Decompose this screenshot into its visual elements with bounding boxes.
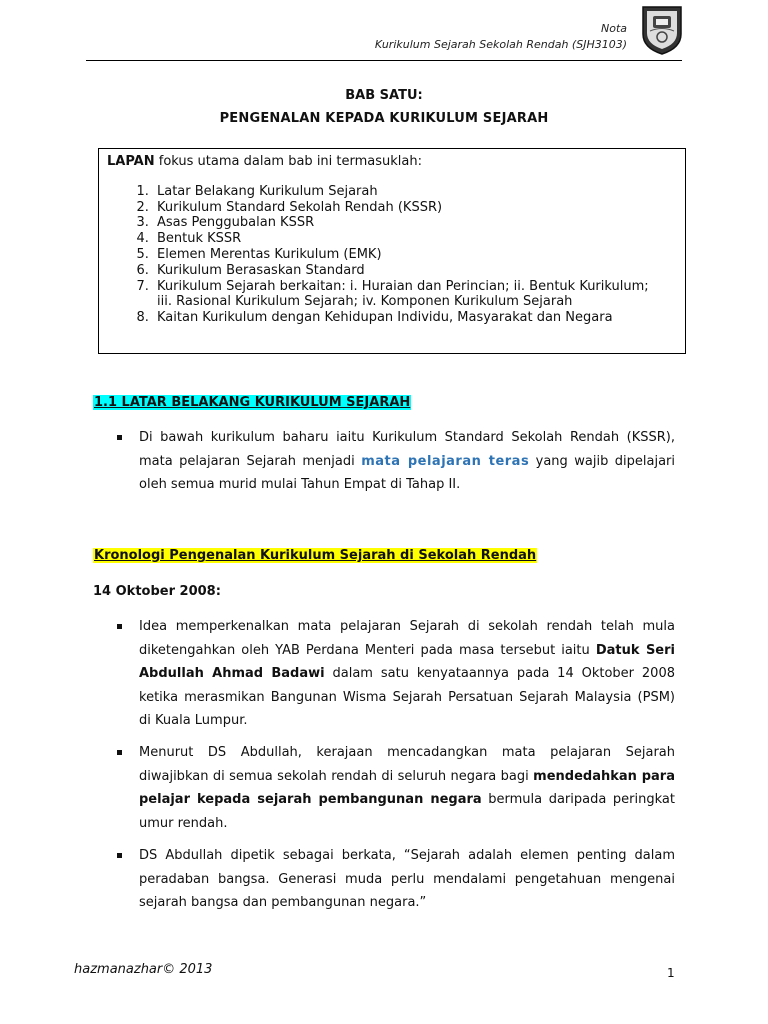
focus-box — [98, 148, 686, 354]
bullet-text: DS Abdullah dipetik sebagai berkata, “Sejarah adalah elemen penting dalam peradaban bangsa. Generasi muda perlu mendalami pengetahuan mengenai sejarah bangsa dan pembangunan negara.” — [139, 848, 675, 911]
bullet-item — [117, 426, 675, 497]
focus-list-item: 3. Asas Penggubalan KSSR — [153, 215, 677, 231]
chapter-title: PENGENALAN KEPADA KURIKULUM SEJARAH — [219, 111, 549, 126]
focus-list-item: 8. Kaitan Kurikulum dengan Kehidupan Individu, Masyarakat dan Negara — [153, 310, 677, 326]
focus-list-item-continuation: iii. Rasional Kurikulum Sejarah; iv. Komponen Kurikulum Sejarah — [157, 294, 573, 310]
bullet-text: Di bawah kurikulum baharu iaitu Kurikulum Standard Sekolah Rendah (KSSR), mata pelajaran Sejarah menjadi mata pelajaran teras yang wajib dipelajari oleh semua murid mulai Tahun Empat di Tahap II. — [139, 430, 676, 493]
header-course-title: Kurikulum Sejarah Sekolah Rendah (SJH3103) — [374, 38, 627, 51]
date-heading: 14 Oktober 2008: — [93, 584, 221, 599]
square-bullet-icon — [117, 853, 122, 858]
bullet-text: Idea memperkenalkan mata pelajaran Sejarah di sekolah rendah telah mula diketengahkan oleh YAB Perdana Menteri pada masa tersebut iaitu Datuk Seri Abdullah Ahmad Badawi dalam satu kenyataannya pada 14 Oktober 2008 ketika merasmikan Bangunan Wisma Sejarah Persatuan Sejarah Malaysia (PSM) di Kuala Lumpur. — [139, 619, 675, 729]
focus-list-item — [153, 279, 677, 311]
focus-list-item: 1. Latar Belakang Kurikulum Sejarah — [153, 184, 677, 200]
focus-list-item-text: Kurikulum Sejarah berkaitan: i. Huraian dan Perincian; ii. Bentuk Kurikulum; — [157, 278, 649, 294]
focus-box-lead — [107, 154, 677, 170]
focus-box-lead-text: fokus utama dalam bab ini termasuklah: — [154, 154, 422, 169]
bold-phrase: mendedahkan para pelajar kepada sejarah pembangunan negara — [139, 768, 675, 808]
bullet-item — [117, 741, 675, 835]
square-bullet-icon — [117, 435, 122, 440]
focus-box-lead-count: LAPAN — [107, 154, 155, 169]
bold-name: Datuk Seri Abdullah Ahmad Badawi — [139, 642, 675, 682]
square-bullet-icon — [117, 750, 122, 755]
page-number: 1 — [667, 966, 675, 980]
kronologi-heading: Kronologi Pengenalan Kurikulum Sejarah di Sekolah Rendah — [94, 548, 537, 563]
institute-crest-icon — [640, 4, 684, 56]
focus-list-item: 5. Elemen Merentas Kurikulum (EMK) — [153, 247, 677, 263]
square-bullet-icon — [117, 624, 122, 629]
focus-list-item: 6. Kurikulum Berasaskan Standard — [153, 263, 677, 279]
header-note: Nota — [600, 22, 627, 35]
highlight-term: mata pelajaran teras — [361, 453, 530, 469]
chapter-label: BAB SATU: — [345, 88, 423, 103]
focus-list-item: 4. Bentuk KSSR — [153, 231, 677, 247]
header-rule — [86, 60, 682, 61]
section-heading-1-1: 1.1 LATAR BELAKANG KURIKULUM SEJARAH — [94, 395, 411, 410]
bullet-item — [117, 615, 675, 733]
focus-list-item: 2. Kurikulum Standard Sekolah Rendah (KSSR) — [153, 200, 677, 216]
focus-list — [107, 184, 677, 326]
footer-author: hazmanazhar© 2013 — [74, 962, 213, 977]
bullet-text: Menurut DS Abdullah, kerajaan mencadangkan mata pelajaran Sejarah diwajibkan di semua sekolah rendah di seluruh negara bagi mendedahkan para pelajar kepada sejarah pembangunan negara bermula daripada peringkat umur rendah. — [139, 745, 675, 831]
bullet-item — [117, 844, 675, 915]
